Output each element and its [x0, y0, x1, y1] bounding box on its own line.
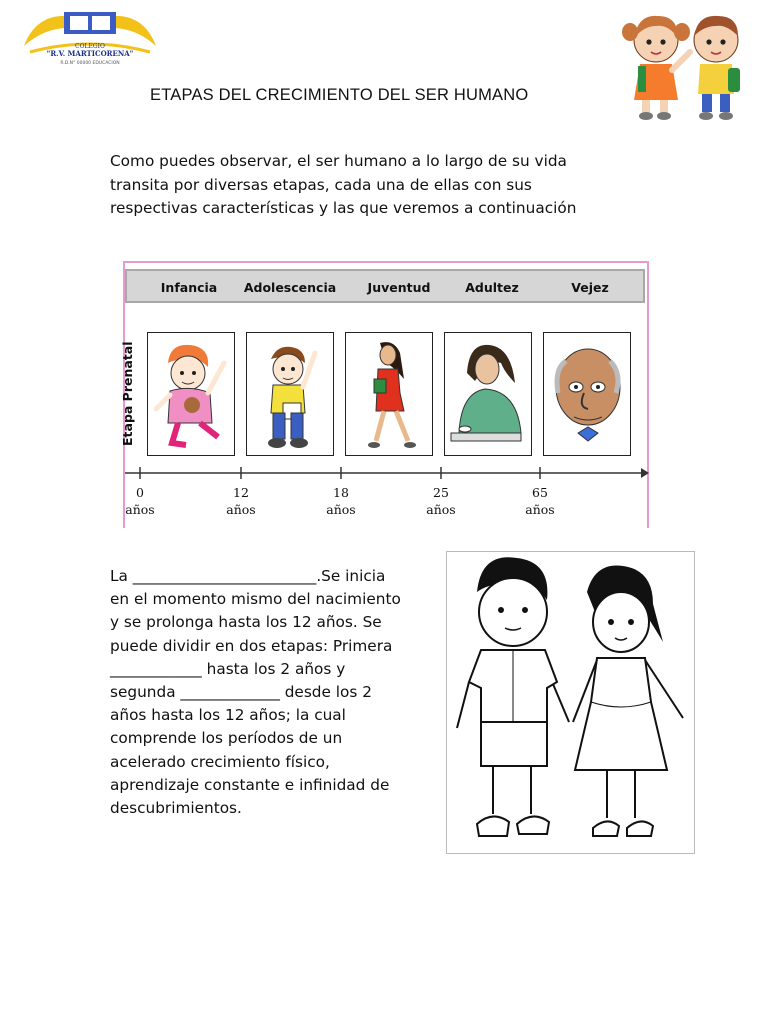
tick-value: 25	[433, 485, 449, 500]
paragraph-line: en el momento mismo del nacimiento	[110, 590, 401, 609]
paragraph-line: acelerado crecimiento físico,	[110, 752, 330, 771]
intro-paragraph	[110, 150, 630, 221]
paragraph-line: puede dividir en dos etapas: Primera	[110, 636, 393, 655]
paragraph-line: comprende los períodos de un	[110, 729, 343, 748]
stage-header-bar	[125, 269, 645, 303]
life-stages-figure	[120, 261, 649, 528]
intro-line: respectivas características y las que veremos a continuación	[110, 199, 577, 217]
vejez-illustration	[543, 332, 631, 456]
tick-label-12	[221, 484, 261, 518]
age-axis	[123, 461, 649, 528]
tick-value: 65	[532, 485, 548, 500]
tick-unit: años	[125, 502, 155, 517]
prenatal-label-text: Etapa Prenatal	[120, 341, 135, 446]
stage-label-adultez: Adultez	[465, 280, 519, 295]
prenatal-label	[120, 341, 135, 446]
tick-unit: años	[426, 502, 456, 517]
adolescencia-illustration	[246, 332, 334, 456]
paragraph-line: aprendizaje constante e infinidad de	[110, 775, 390, 794]
tick-unit: años	[525, 502, 555, 517]
paragraph-line: ____________ hasta los 2 años y	[110, 659, 346, 678]
juventud-illustration	[345, 332, 433, 456]
school-logo	[16, 6, 164, 68]
intro-line: Como puedes observar, el ser humano a lo largo de su vida	[110, 152, 567, 170]
logo-line3: R.D.N° 00000 EDUCACION	[60, 61, 120, 66]
logo-line1: COLEGIO	[75, 43, 105, 50]
paragraph-line: y se prolonga hasta los 12 años. Se	[110, 613, 382, 632]
page-title: ETAPAS DEL CRECIMIENTO DEL SER HUMANO	[150, 86, 529, 104]
tick-label-65	[520, 484, 560, 518]
tick-value: 12	[233, 485, 249, 500]
kids-clipart	[616, 8, 750, 122]
intro-line: transita por diversas etapas, cada una de ellas con sus	[110, 175, 532, 194]
stage-label-adolescencia: Adolescencia	[243, 280, 337, 295]
tick-label-25	[421, 484, 461, 518]
stage-label-juventud: Juventud	[367, 280, 431, 295]
children-illustration	[446, 551, 695, 854]
tick-unit: años	[226, 502, 256, 517]
tick-unit: años	[326, 502, 356, 517]
infancia-illustration	[147, 332, 235, 456]
logo-line2: "R.V. MARTICORENA"	[46, 49, 134, 58]
tick-label-18	[321, 484, 361, 518]
adultez-illustration	[444, 332, 532, 456]
paragraph-line: años hasta los 12 años; la cual	[110, 706, 346, 725]
stage-label-infancia: Infancia	[160, 280, 218, 295]
paragraph-line: La ________________________.Se inicia	[110, 567, 386, 585]
tick-value: 0	[136, 485, 144, 500]
paragraph-line: segunda _____________ desde los 2	[110, 683, 372, 702]
tick-label-0	[120, 484, 160, 518]
stage-label-vejez: Vejez	[571, 280, 609, 295]
paragraph-line: descubrimientos.	[110, 799, 242, 818]
tick-value: 18	[333, 485, 349, 500]
infancia-paragraph	[110, 565, 440, 820]
